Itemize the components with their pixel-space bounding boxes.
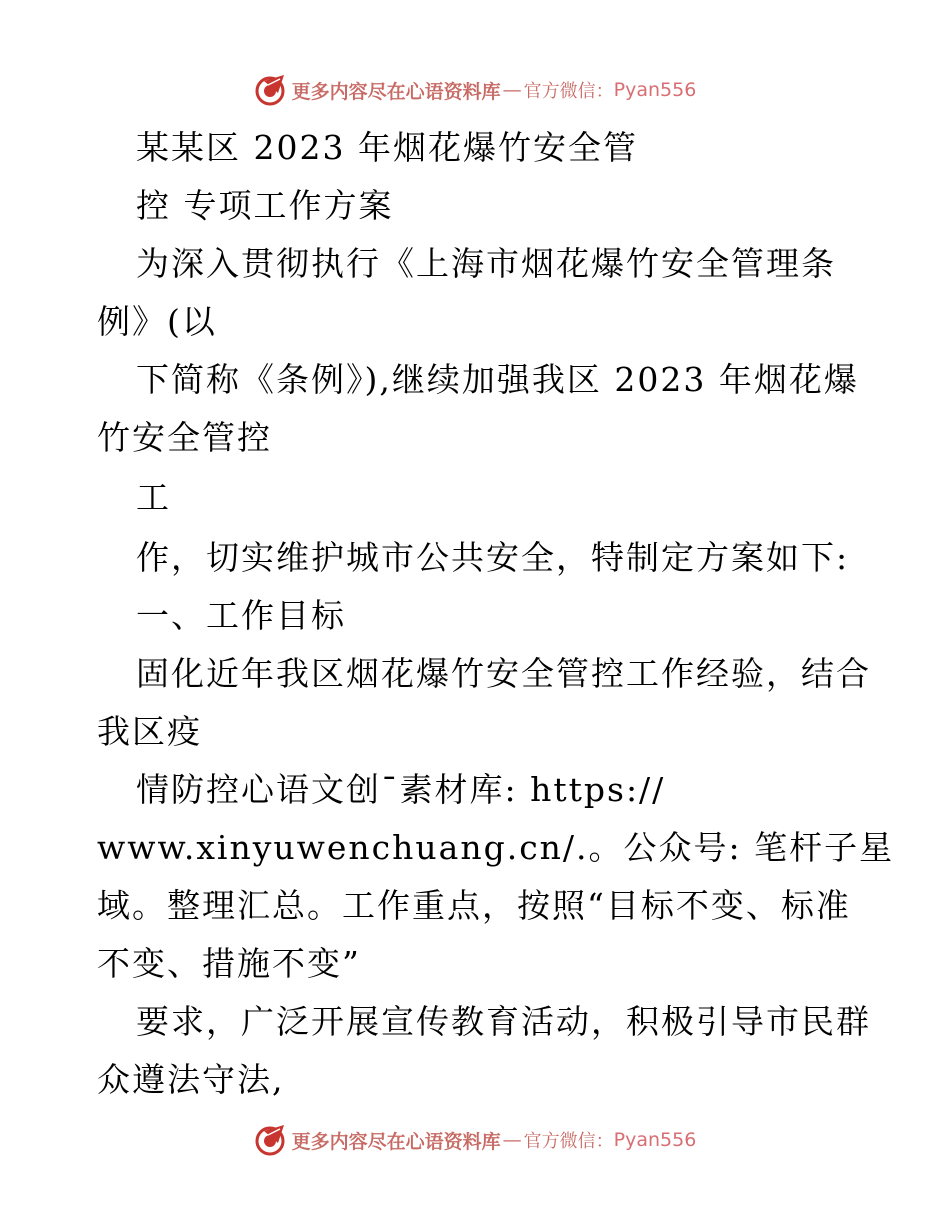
paragraph-line: 情防控心语文创¯素材库: https:// <box>136 770 666 809</box>
banner-main-text: 更多内容尽在心语资料库 <box>291 1130 501 1153</box>
header-banner <box>0 70 950 110</box>
paragraph-line: 我区疫 <box>97 712 202 751</box>
banner-dash: — <box>502 79 522 101</box>
paragraph-line: 工 <box>136 478 171 517</box>
section-heading: 一、工作目标 <box>136 596 346 635</box>
paragraph-line: 不变、措施不变” <box>97 944 361 983</box>
document-title-line-2: 控 专项工作方案 <box>136 186 394 225</box>
paragraph-line: 众遵法守法, <box>97 1060 285 1099</box>
brand-logo-icon <box>254 1123 288 1157</box>
banner-dash: — <box>502 1129 522 1151</box>
paragraph-line: 作，切实维护城市公共安全，特制定方案如下: <box>136 538 850 577</box>
paragraph-line: 下简称《条例》),继续加强我区 2023 年烟花爆 <box>136 360 859 399</box>
banner-sub-text: 官方微信： <box>523 1131 614 1152</box>
banner-main-text: 更多内容尽在心语资料库 <box>291 80 501 103</box>
paragraph-line: 例》(以 <box>97 302 217 341</box>
banner-sub-text: 官方微信： <box>523 81 614 102</box>
banner-handle-text: Pyan556 <box>613 79 697 101</box>
paragraph-line: 为深入贯彻执行《上海市烟花爆竹安全管理条 <box>136 244 836 283</box>
paragraph-line: 竹安全管控 <box>97 418 272 457</box>
paragraph-line: 要求，广泛开展宣传教育活动，积极引导市民群 <box>136 1002 871 1041</box>
paragraph-line: www.xinyuwenchuang.cn/.。公众号: 笔杆子星 <box>97 828 895 867</box>
footer-banner <box>0 1120 950 1160</box>
banner-handle-text: Pyan556 <box>613 1129 697 1151</box>
paragraph-line: 固化近年我区烟花爆竹安全管控工作经验，结合 <box>136 654 871 693</box>
document-title-line-1: 某某区 2023 年烟花爆竹安全管 <box>136 128 638 167</box>
brand-logo-icon <box>254 73 288 107</box>
paragraph-line: 域。整理汇总。工作重点，按照“目标不变、标准 <box>97 886 851 925</box>
